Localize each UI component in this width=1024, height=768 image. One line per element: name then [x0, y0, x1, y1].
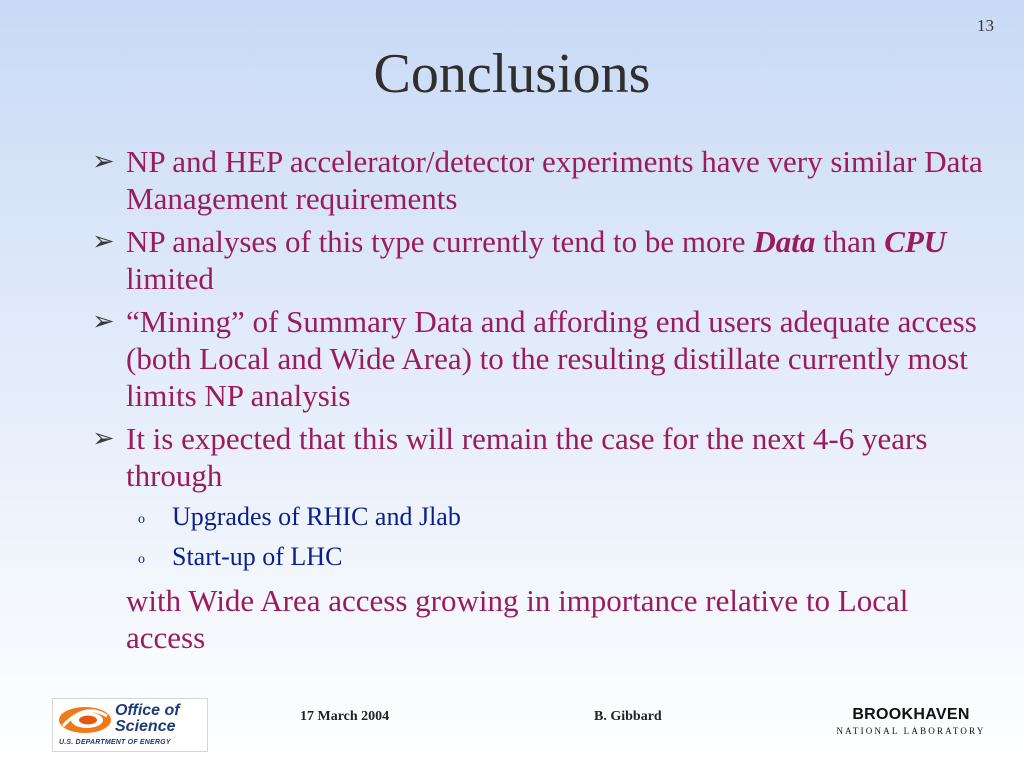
office-logo-subtitle: U.S. DEPARTMENT OF ENERGY — [59, 739, 171, 746]
bullet-text-part: limited — [126, 261, 214, 296]
office-line-1: Office of — [115, 702, 180, 719]
emphasis-data: Data — [753, 224, 816, 259]
circle-bullet-icon: o — [138, 512, 145, 527]
slide-number: 13 — [977, 16, 994, 35]
bullet-text: NP and HEP accelerator/detector experiments have very similar Data Management requirements — [126, 144, 983, 216]
bullet-item-3 — [92, 303, 992, 414]
swirl-logo-icon — [57, 704, 113, 736]
arrow-bullet-icon: ➢ — [92, 306, 115, 336]
sub-bullet-item-2 — [92, 540, 992, 574]
emphasis-cpu: CPU — [884, 224, 947, 259]
circle-bullet-icon: o — [138, 552, 145, 567]
sub-bullet-text: Upgrades of RHIC and Jlab — [172, 502, 461, 531]
bnl-logo-subtitle: NATIONAL LABORATORY — [836, 726, 986, 736]
continuation-text: with Wide Area access growing in importance relative to Local access — [126, 583, 909, 655]
bullet-text: “Mining” of Summary Data and affording end users adequate access (both Local and Wide Area) to the resulting distillate currently most limits NP analysis — [126, 304, 977, 413]
bnl-logo-name: BROOKHAVEN — [852, 706, 970, 723]
office-of-science-logo — [52, 698, 208, 752]
office-line-2: Science — [115, 718, 176, 735]
footer-date: 17 March 2004 — [300, 709, 390, 724]
footer-author: B. Gibbard — [594, 709, 662, 724]
brookhaven-logo — [836, 706, 986, 746]
bullet-item-1 — [92, 143, 992, 217]
arrow-bullet-icon: ➢ — [92, 146, 115, 176]
arrow-bullet-icon: ➢ — [92, 226, 115, 256]
bullet-item-2 — [92, 223, 992, 297]
page-title: Conclusions — [373, 43, 651, 105]
sub-bullet-text: Start-up of LHC — [172, 542, 343, 571]
bullet-text-part: than — [815, 224, 885, 259]
arrow-bullet-icon: ➢ — [92, 423, 115, 453]
bullet-item-4 — [92, 420, 992, 494]
bullet-text: It is expected that this will remain the case for the next 4-6 years through — [126, 421, 928, 493]
sub-bullet-item-1 — [92, 500, 992, 534]
office-logo-text — [115, 703, 180, 735]
bullet-text-part: NP analyses of this type currently tend to be more — [126, 224, 754, 259]
slide-content — [92, 143, 992, 656]
